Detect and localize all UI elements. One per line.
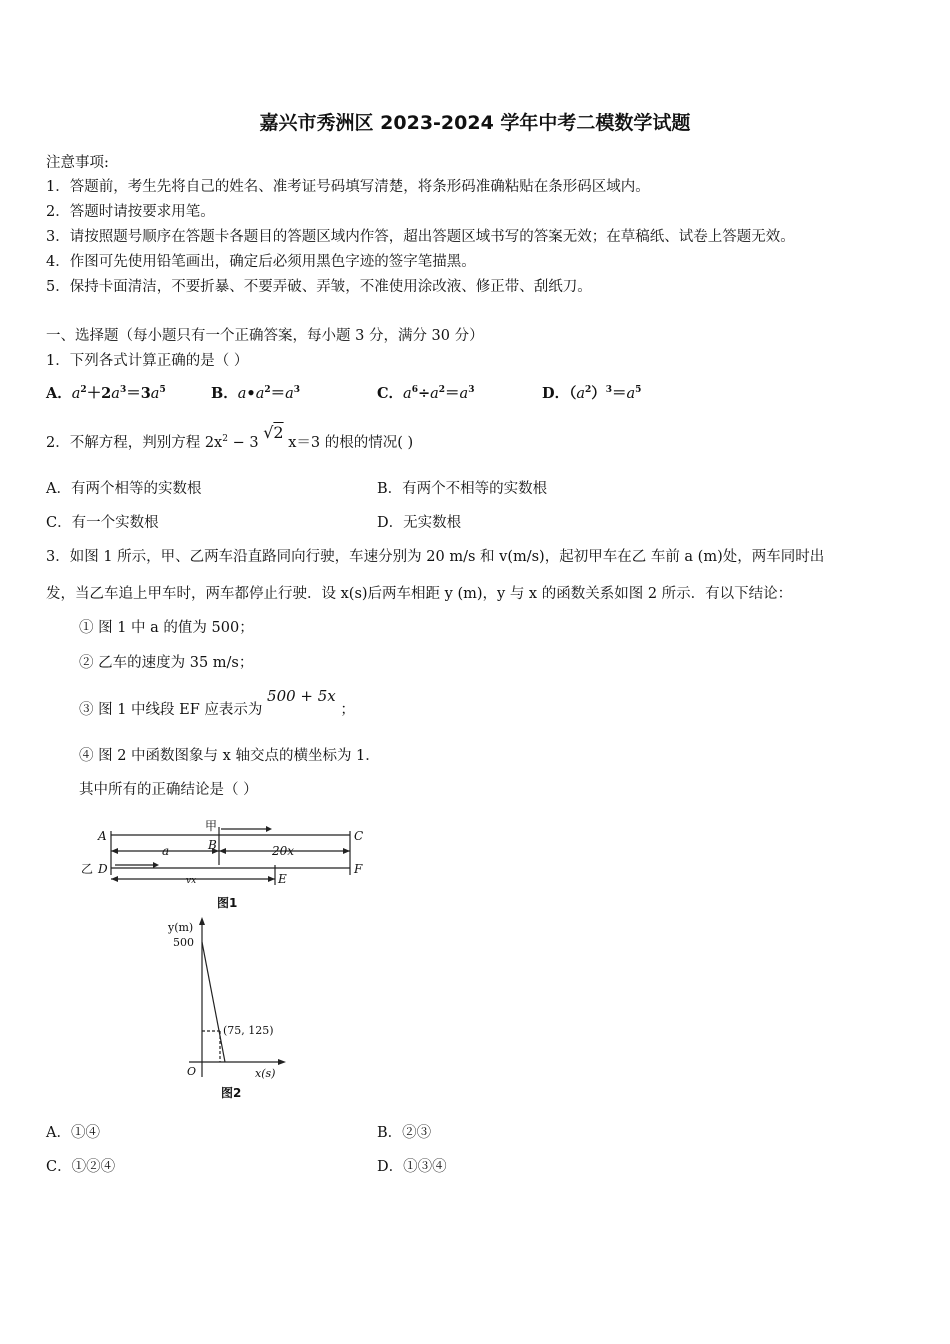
q3-line-2: 发，当乙车追上甲车时，两车都停止行驶．设 x(s)后两车相距 y (m)，y 与 x 的函数关系如图 2 所示．有以下结论： — [46, 586, 793, 602]
section-heading: 一、选择题（每小题只有一个正确答案，每小题 3 分，满分 30 分） — [46, 328, 484, 344]
fig1-label-f: F — [354, 862, 363, 876]
q3-conclusion-4: ④ 图 2 中函数图象与 x 轴交点的横坐标为 1． — [79, 748, 380, 764]
figure-2 — [165, 915, 295, 1105]
q3-conclusion-1: ① 图 1 中 a 的值为 500； — [79, 620, 254, 636]
fig2-y-arrowhead — [199, 917, 205, 925]
q3-conclusion-2: ② 乙车的速度为 35 m/s； — [79, 655, 254, 671]
fig1-seg-a: a — [162, 844, 170, 858]
q1-option-b: B．$a•a^2=a^3$ — [211, 385, 301, 402]
fig2-y-label: y(m) — [168, 921, 194, 934]
q2-option-a: A．有两个相等的实数根 — [46, 481, 202, 497]
notice-item-1: 1．答题前，考生先将自己的姓名、准考证号码填写清楚，将条形码准确粘贴在条形码区域内。 — [46, 179, 650, 195]
fig2-point-label: (75, 125) — [223, 1024, 274, 1037]
fig1-label-d: D — [98, 862, 108, 876]
q3-option-a: A．①④ — [46, 1125, 100, 1141]
q1-option-a: A．$a^2+2a^3=3a^5$ — [46, 385, 166, 402]
fig1-car-a-label: 甲 — [205, 819, 218, 833]
q1-option-d: D．$(a^2)^3=a^5$ — [542, 385, 642, 402]
q2-option-d: D．无实数根 — [377, 515, 462, 531]
fig1-arrow-vx-left — [111, 876, 118, 882]
q3-ef-expression: 500 + 5x — [267, 687, 336, 705]
fig1-label-a: A — [98, 829, 107, 843]
notice-item-3: 3．请按照题号顺序在答题卡各题目的答题区域内作答，超出答题区域书写的答案无效；在草稿纸、试卷上答题无效。 — [46, 229, 795, 245]
q3-option-b: B．②③ — [377, 1125, 432, 1141]
notice-heading: 注意事项: — [46, 155, 109, 171]
fig1-arrow-vx-right — [268, 876, 275, 882]
fig1-label-c: C — [354, 829, 364, 843]
fig1-arrow-20x-right — [343, 848, 350, 854]
page-title: 嘉兴市秀洲区 2023-2024 学年中考二模数学试题 — [259, 112, 691, 134]
fig1-arrow-20x-left — [219, 848, 226, 854]
q2-option-b: B．有两个不相等的实数根 — [377, 481, 548, 497]
fig1-arrow-a-left — [111, 848, 118, 854]
q3-option-d: D．①③④ — [377, 1159, 447, 1175]
q1-stem: 1．下列各式计算正确的是（ ） — [46, 353, 249, 369]
fig2-x-label: x(s) — [255, 1067, 276, 1080]
fig1-label-e: E — [278, 872, 287, 886]
fig1-seg-20x: 20x — [272, 844, 295, 858]
fig1-caption: 图1 — [217, 896, 238, 910]
fig1-car-b-arrowhead — [153, 862, 159, 868]
notice-item-4: 4．作图可先使用铅笔画出，确定后必须用黑色字迹的签字笔描黑。 — [46, 254, 476, 270]
notice-item-5: 5．保持卡面清洁，不要折暴、不要弄破、弄皱，不准使用涂改液、修正带、刮纸刀。 — [46, 279, 592, 295]
q3-ask: 其中所有的正确结论是（ ） — [79, 782, 258, 798]
q2-option-c: C．有一个实数根 — [46, 515, 159, 531]
q2-stem: 2．不解方程，判别方程 $2x^2 - 3$ √2 x＝3 的根的情况( ) — [46, 423, 414, 451]
q1-option-c: C．$a^6\div a^2=a^3$ — [377, 385, 475, 402]
q3-conclusion-3: ③ 图 1 中线段 EF 应表示为 500 + 5x ； — [79, 687, 355, 718]
fig2-origin-label: O — [187, 1065, 197, 1078]
fig1-car-b-label: 乙 — [81, 862, 94, 876]
fig2-x-arrowhead — [278, 1059, 286, 1065]
fig1-seg-vx: vx — [186, 876, 197, 886]
fig2-caption: 图2 — [221, 1086, 242, 1100]
fig1-label-b: B — [208, 838, 217, 852]
notice-item-2: 2．答题时请按要求用笔。 — [46, 204, 215, 220]
q3-option-c: C．①②④ — [46, 1159, 116, 1175]
figure-1 — [78, 815, 378, 915]
q3-line-1: 3．如图 1 所示，甲、乙两车沿直路同向行驶，车速分别为 20 m/s 和 v(m/s)，起初甲车在乙 车前 a (m)处，两车同时出 — [46, 549, 825, 565]
fig1-car-a-arrowhead — [266, 826, 272, 832]
fig2-function-line — [202, 942, 225, 1062]
fig2-y500-label: 500 — [173, 936, 194, 949]
